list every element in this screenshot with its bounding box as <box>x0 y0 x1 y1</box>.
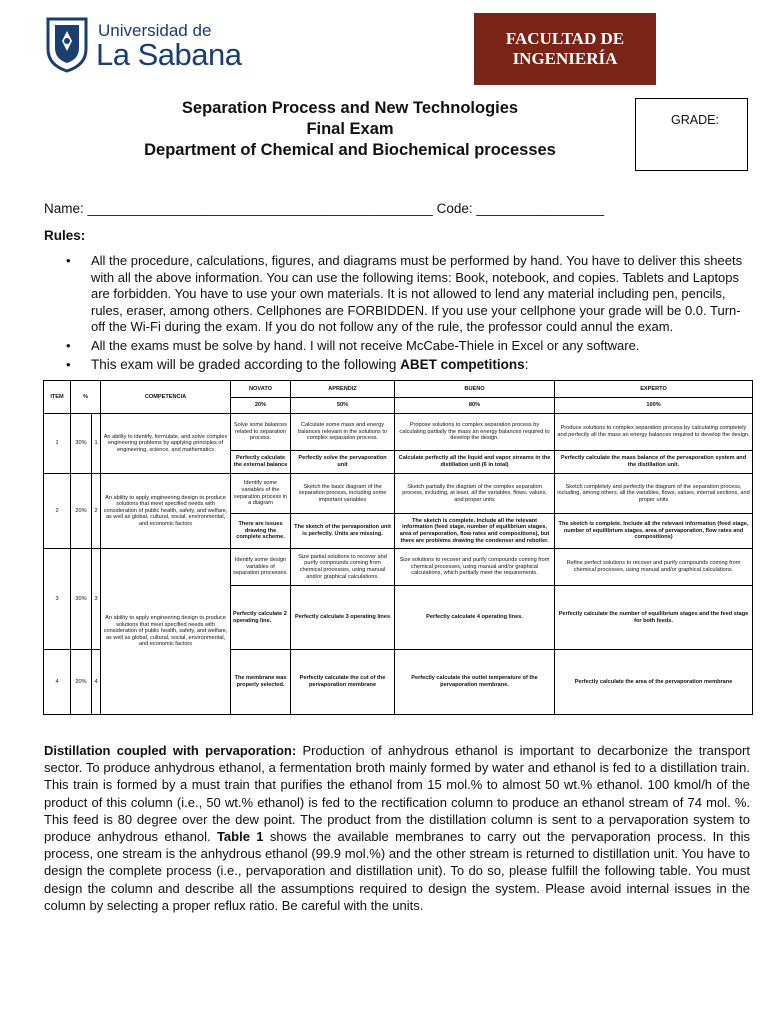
criterion-cell: Propose solutions to complex separation process by calculating partially the mass an energy balances required to develop the design. <box>395 414 555 451</box>
criterion-cell: Sketch the basic diagram of the separation process, including some important variables <box>291 474 395 514</box>
table-reference: Table 1 <box>216 829 264 845</box>
rule3-prefix: This exam will be graded according to the following <box>91 356 401 372</box>
problem-text-part2: shows the available membranes to carry out the pervaporation process. In this process, one stream is the anhydrous ethanol (99.9 mol.%) and the other stream is returned to distillation unit. You have to design the complete process (i.e., pervaporation and distillation unit). To do so, please fulfill the following table. You must design the column and describe all the assumptions required to design the system. Please avoid internal issues in the column by selecting a proper reflux ratio. Be careful with the units. <box>44 829 750 913</box>
item-percent: 30% <box>71 414 92 474</box>
header-level: EXPERTO <box>555 381 753 398</box>
criterion-cell: Produce solutions to complex separation process by calculating completely and perfectly all the mass an energy balances required to develop the design. <box>555 414 753 451</box>
rule-item: • All the exams must be solve by hand. I will not receive McCabe-Thiele in Excel or any software. <box>66 338 752 355</box>
competence-number: 3 <box>92 549 101 650</box>
competence-number: 2 <box>92 474 101 549</box>
abet-rubric-table <box>43 380 753 715</box>
header-level: NOVATO <box>231 381 291 398</box>
item-number: 3 <box>44 549 71 650</box>
competence-number: 4 <box>92 650 101 715</box>
rule3-bold: ABET competitions <box>400 356 525 372</box>
criterion-cell: Sketch completely and perfectly the diagram of the separation process, including, among others, all the variables, flows, values, internal sections, and proper units <box>555 474 753 514</box>
criterion-cell: Perfectly calculate 4 operating lines. <box>395 586 555 650</box>
faculty-badge <box>474 13 656 85</box>
name-code-line[interactable]: Name: ______________________________________________ Code: _________________ <box>44 201 605 216</box>
table-row <box>44 414 753 451</box>
header-level-percent: 50% <box>291 398 395 414</box>
grade-box[interactable] <box>635 98 748 171</box>
item-number: 2 <box>44 474 71 549</box>
rules-title: Rules: <box>44 228 86 243</box>
criterion-cell: The membrane was properly selected. <box>231 650 291 715</box>
rule3-suffix: : <box>524 356 529 372</box>
department-title: Department of Chemical and Biochemical processes <box>144 141 556 159</box>
competence-text: An ability to apply engineering design to produce solutions that meet specified needs with consideration of public health, safety, and welfare, as well as global, cultural, social, environmental, and economic factors <box>101 549 231 715</box>
criterion-cell: Sketch partially the diagram of the complex separation process, including, at least, all the variables, flows, values, and proper units <box>395 474 555 514</box>
criterion-cell: Calculate perfectly all the liquid and vapor streams in the distillation unit (6 in total) <box>395 451 555 474</box>
item-number: 4 <box>44 650 71 715</box>
criterion-cell: Perfectly calculate the mass balance of the pervaporation system and the distillation unit. <box>555 451 753 474</box>
criterion-cell: Perfectly calculate the cut of the pervaporation membrane <box>291 650 395 715</box>
exam-title: Final Exam <box>306 120 394 138</box>
rule-item <box>66 357 752 374</box>
criterion-cell: There are issues drawing the complete scheme. <box>231 514 291 549</box>
criterion-cell: The sketch is complete. Include all the relevant information (feed stage, number of equilibrium stages, area of pervaporation, flow rates and compositions) <box>555 514 753 549</box>
header-level-percent: 100% <box>555 398 753 414</box>
problem-statement <box>44 742 750 914</box>
grade-label: GRADE: <box>671 113 719 127</box>
university-name-line1: Universidad de <box>98 21 212 40</box>
header-competencia: COMPETENCIA <box>101 381 231 414</box>
header-percent: % <box>71 381 101 414</box>
rule-item: • All the procedure, calculations, figures, and diagrams must be performed by hand. You have to deliver this sheets with all the above information. You can use the following items: Book, notebook, and copies. Tablets and Laptops are forbidden. You have to use your own materials. It is not allowed to lend any material including pen, pencils, rules, eraser, among others. Cellphones are FORBIDDEN. If you use your cellphone your grade will be 0.0. Turn-off the Wi-Fi during the exam. If you do not follow any of the rule, the professor could annul the exam. <box>66 253 752 336</box>
header-level-percent: 20% <box>231 398 291 414</box>
criterion-cell: Perfectly calculate 3 operating lines <box>291 586 395 650</box>
criterion-cell: Size solutions to recover and purify compounds coming from chemical processes, using manual and/or graphical calculations, which partially meet the requirements. <box>395 549 555 586</box>
criterion-cell: Refine perfect solutions to recover and purify compounds coming from chemical processes, using manual and/or graphical calculations. <box>555 549 753 586</box>
problem-lead: Distillation coupled with pervaporation: <box>44 743 297 758</box>
criterion-cell: Perfectly calculate the area of the pervaporation membrane <box>555 650 753 715</box>
criterion-cell: Perfectly calculate the number of equilibrium stages and the feed stage for both feeds. <box>555 586 753 650</box>
criterion-cell: Size partial solutions to recover and purify compounds coming from chemical processes, using manual and/or graphical calculations. <box>291 549 395 586</box>
criterion-cell: The sketch is complete. Include all the relevant information (feed stage, number of equilibrium stages, area of pervaporation, flow rates and compositions), but there are problems drawing the condenser and reboiler. <box>395 514 555 549</box>
university-seal-icon <box>44 15 90 73</box>
item-number: 1 <box>44 414 71 474</box>
header-item: ITEM <box>44 381 71 414</box>
header-level: APRENDIZ <box>291 381 395 398</box>
competence-text: An ability to identify, formulate, and solve complex engineering problems by applying principles of engineering, science, and mathematics <box>101 414 231 474</box>
criterion-cell: The sketch of the pervaporation unit is perfectly. Units are missing. <box>291 514 395 549</box>
item-percent: 20% <box>71 650 92 715</box>
criterion-cell: Perfectly solve the pervaporation unit <box>291 451 395 474</box>
header-level: BUENO <box>395 381 555 398</box>
university-name-line2: La Sabana <box>96 37 242 72</box>
criterion-cell: Perfectly calculate the outlet temperature of the pervaporation membrane. <box>395 650 555 715</box>
faculty-line2: INGENIERÍA <box>512 49 618 68</box>
table-row <box>44 549 753 586</box>
exam-titles <box>120 98 580 161</box>
criterion-cell: Identify some variables of the separation process in a diagram <box>231 474 291 514</box>
criterion-cell: Perfectly calculate 2 operating line. <box>231 586 291 650</box>
criterion-cell: Identify some design variables of separation processes. <box>231 549 291 586</box>
faculty-line1: FACULTAD DE <box>505 29 625 48</box>
criterion-cell: Perfectly calculate the external balance <box>231 451 291 474</box>
criterion-cell: Solve some balances related to separation process. <box>231 414 291 451</box>
rules-list <box>66 253 752 375</box>
criterion-cell: Calculate some mass and energy balances relevant in the solutions to complex separation process. <box>291 414 395 451</box>
table-row <box>44 474 753 514</box>
competence-text: An ability to apply engineering design to produce solutions that meet specified needs with consideration of public health, safety, and welfare, as well as global, cultural, social, environmental, and economic factors <box>101 474 231 549</box>
header-level-percent: 80% <box>395 398 555 414</box>
item-percent: 30% <box>71 549 92 650</box>
item-percent: 20% <box>71 474 92 549</box>
problem-text-part1: Production of anhydrous ethanol is important to decarbonize the transport sector. To produce anhydrous ethanol, a fermentation broth mainly formed by water and ethanol is fed to a distillation train. This train is formed by a must train that purifies the ethanol from 15 mol.% to almost 50 wt.% ethanol. 100 kmol/h of the product of this column (i.e., 50 wt.% ethanol) is fed to the rectification column to produce an ethanol stream of 74 mol. %. This feed is 80 degree over the dew point. The product from the distillation column is sent to a pervaporation system to produce anhydrous ethanol. <box>44 743 751 845</box>
university-logo <box>44 15 244 75</box>
competence-number: 1 <box>92 414 101 474</box>
course-title: Separation Process and New Technologies <box>181 99 519 117</box>
